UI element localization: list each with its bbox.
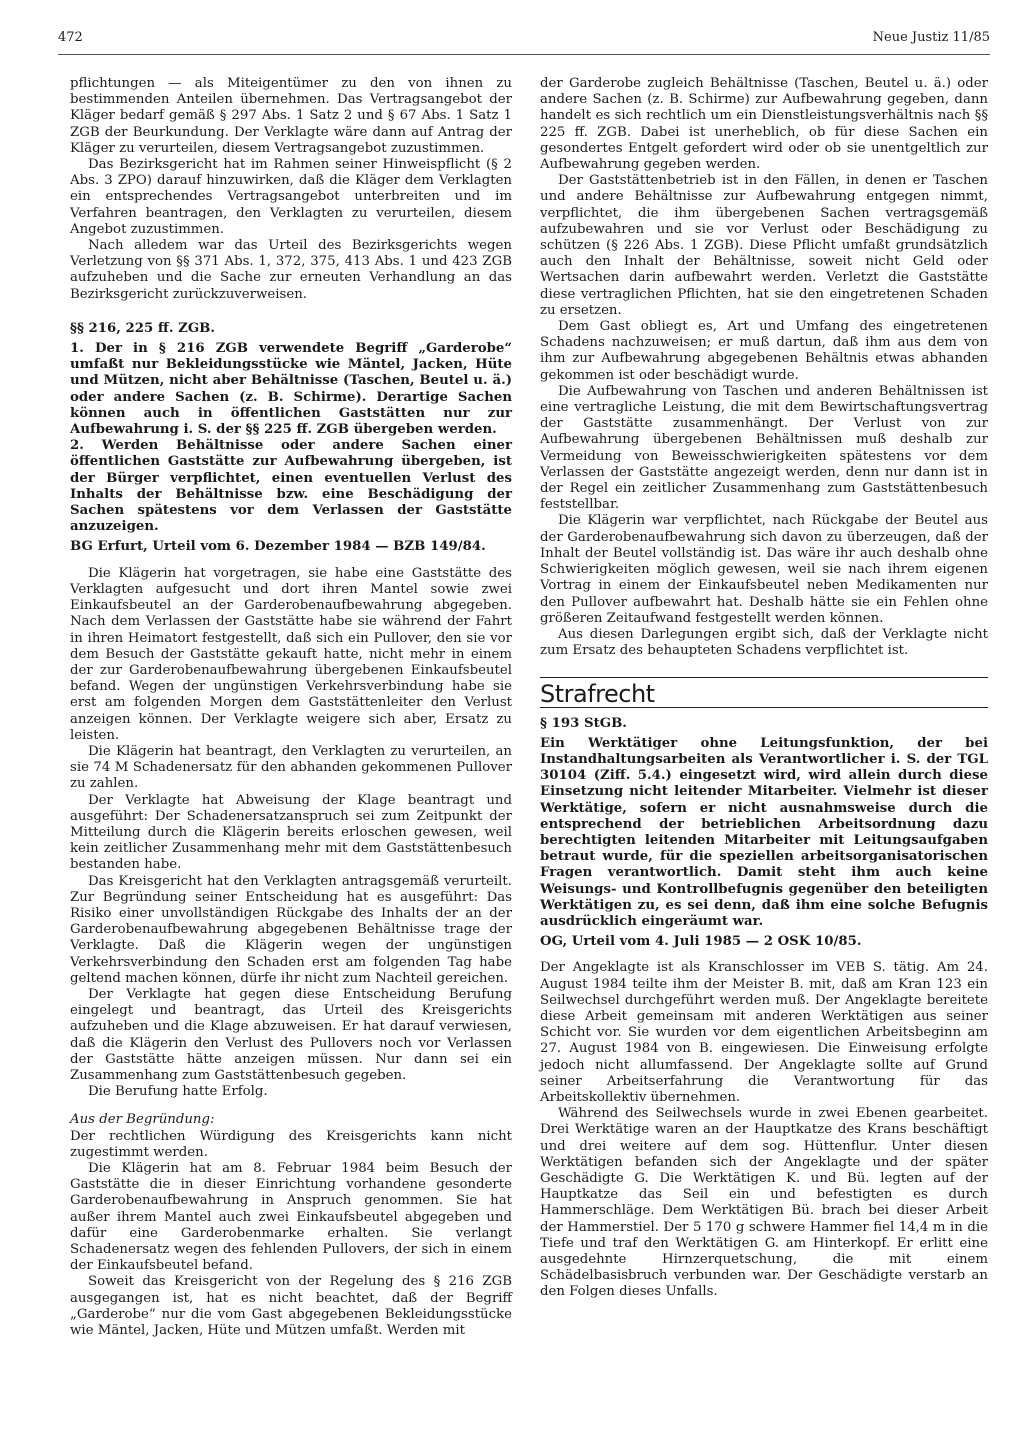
paragraph: Dem Gast obliegt es, Art und Umfang des eingetretenen Schadens nachzuweisen; er muß dartun, daß ihm aus dem von ihm zur Aufbewahrung abgegebenen Behältnis etwas abhanden gekommen ist oder beschädigt wurde. bbox=[540, 319, 988, 383]
paragraph: Die Klägerin war verpflichtet, nach Rückgabe der Beutel aus der Garderobenaufbewahrung sich davon zu überzeugen, daß der Inhalt der Beutel vollständig ist. Das wäre ihr auch deshalb ohne Schwierigkeiten möglich gewesen, weil sie nach ihrem eigenen Vortrag in einem der Einkaufsbeutel neben Medikamenten nur den Pullover aufbewahrt hat. Deshalb hätte sie ein Fehlen ohne größeren Zeitaufwand festgestellt werden können. bbox=[540, 513, 988, 626]
page-number: 472 bbox=[58, 30, 83, 45]
paragraph: pflichtungen — als Miteigentümer zu den von ihnen zu bestimmenden Anteilen übernehmen. Das Vertragsangebot der Kläger bedarf gemäß § 297 Abs. 1 Satz 2 und § 67 Abs. 1 Satz 1 ZGB der Beurkundung. Der Verklagte wäre dann auf Antrag der Kläger zu verurteilen, diesem Vertragsangebot zuzustimmen. bbox=[70, 76, 512, 156]
law-reference: § 193 StGB. bbox=[540, 715, 627, 731]
paragraph: Soweit das Kreisgericht von der Regelung des § 216 ZGB ausgegangen ist, hat es nicht beachtet, daß der Begriff „Garderobe“ nur die vom Gast abgegebenen Bekleidungsstücke wie Mäntel, Jacken, Hüte und Mützen umfaßt. Werden mit bbox=[70, 1274, 512, 1339]
journal-issue: Neue Justiz 11/85 bbox=[872, 30, 990, 45]
paragraph: Aus diesen Darlegungen ergibt sich, daß der Verklagte nicht zum Ersatz des behaupteten Schadens verpflichtet ist. bbox=[540, 626, 988, 659]
headnote: Ein Werktätiger ohne Leitungsfunktion, der bei Instandhaltungsarbeiten als Verantwortlicher i. S. der TGL 30104 (Ziff. 5.4.) eingesetzt wird, wird allein durch diese Einsetzung nicht leitender Mitarbeiter. Vielmehr ist dieser Werktätige, sofern er nicht ausnahmsweise durch die entsprechend der betrieblichen Arbeitsordnung dazu berechtigten leitenden Mitarbeiter mit Leitungsaufgaben betraut wurde, für die speziellen arbeitsorganisatorischen Fragen verantwortlich. Damit steht ihm auch keine Weisungs- und Kontrollbefugnis gegenüber den beteiligten Werktätigen zu, es sei denn, daß ihm eine solche Befugnis ausdrücklich eingeräumt war. bbox=[540, 735, 988, 929]
right-column bbox=[540, 76, 988, 1301]
paragraph: Die Berufung hatte Erfolg. bbox=[88, 1084, 268, 1100]
left-column bbox=[70, 76, 512, 1339]
paragraph: Der Angeklagte ist als Kranschlosser im VEB S. tätig. Am 24. August 1984 teilte ihm der Meister B. mit, daß am Kran 123 ein Seilwechsel durchgeführt werden muß. Der Angeklagte bereitete diese Arbeit gemeinsam mit anderen Werktätigen aus seiner Schicht vor. Sie wurden vor dem eigentlichen Arbeitsbeginn am 27. August 1984 von B. eingewiesen. Die Einweisung erfolgte jedoch nicht allumfassend. Der Angeklagte sollte auf Grund seiner Arbeitserfahrung die Verantwortung für das Arbeitskollektiv übernehmen. bbox=[540, 960, 988, 1105]
paragraph: Das Kreisgericht hat den Verklagten antragsgemäß verurteilt. Zur Begründung seiner Entscheidung hat es ausgeführt: Das Risiko einer unvollständigen Rückgabe des Inhalts der an der Garderobenaufbewahrung abgegebenen Behältnisse trage der Verklagte. Daß die Klägerin wegen der ungünstigen Verkehrsverbindung den Schaden erst am folgenden Tag habe geltend machen können, dürfe ihr nicht zum Nachteil gereichen. bbox=[70, 873, 512, 986]
headnote: 2. Werden Behältnisse oder andere Sachen einer öffentlichen Gaststätte zur Aufbewahrung übergeben, ist der Bürger verpflichtet, einen eventuellen Verlust des Inhalts der Behältnisse bzw. eine Beschädigung der Sachen spätestens vor dem Verlassen der Gaststätte anzuzeigen. bbox=[70, 438, 512, 535]
paragraph: Das Bezirksgericht hat im Rahmen seiner Hinweispflicht (§ 2 Abs. 3 ZPO) darauf hinzuwirken, daß die Kläger dem Verklagten ein entsprechendes Vertragsangebot unterbreiten und im Verfahren beantragen, den Verklagten zu verurteilen, diesem Angebot zuzustimmen. bbox=[70, 157, 512, 237]
paragraph: Der Verklagte hat Abweisung der Klage beantragt und ausgeführt: Der Schadenersatzanspruch sei zum Zeitpunkt der Mitteilung durch die Klägerin bereits erloschen gewesen, weil kein zeitlicher Zusammenhang mehr mit dem Gaststättenbesuch bestanden habe. bbox=[70, 792, 512, 873]
section-title: Strafrecht bbox=[540, 686, 988, 707]
paragraph: Die Klägerin hat vorgetragen, sie habe eine Gaststätte des Verklagten aufgesucht und dort ihren Mantel sowie zwei Einkaufsbeutel an der Garderobenaufbewahrung abgegeben. Nach dem Verlassen der Gaststätte habe sie während der Fahrt in ihren Heimatort festgestellt, daß sich ein Pullover, den sie vor dem Besuch der Gaststätte gekauft hatte, nicht mehr in einem der zur Garderobenaufbewahrung übergebenen Einkaufsbeutel befand. Wegen der ungünstigen Verkehrsverbindung habe sie erst am folgenden Morgen dem Gaststättenleiter den Verlust anzeigen können. Der Verklagte weigere sich aber, Ersatz zu leisten. bbox=[70, 565, 512, 743]
paragraph: Die Aufbewahrung von Taschen und anderen Behältnissen ist eine vertragliche Leistung, die mit dem Bewirtschaftungsvertrag der Gaststätte zusammenhängt. Der Verlust von zur Aufbewahrung übergebenen Behältnissen muß deshalb zur Vermeidung von Beweisschwierigkeiten spätestens vor dem Verlassen der Gaststätte angezeigt werden, denn nur dann ist in der Regel ein zeitlicher Zusammenhang zum Gaststättenbesuch feststellbar. bbox=[540, 383, 988, 513]
paragraph: Die Klägerin hat beantragt, den Verklagten zu verurteilen, an sie 74 M Schadenersatz für den abhanden gekommenen Pullover zu zahlen. bbox=[70, 743, 512, 792]
law-reference: §§ 216, 225 ff. ZGB. bbox=[70, 320, 216, 336]
reasons-heading: Aus der Begründung: bbox=[70, 1112, 215, 1128]
paragraph: der Garderobe zugleich Behältnisse (Taschen, Beutel u. ä.) oder andere Sachen (z. B. Schirme) zur Aufbewahrung gegeben, dann handelt es sich rechtlich um ein Dienstleistungsverhältnis nach §§ 225 ff. ZGB. Dabei ist unerheblich, ob für diese Sachen ein gesondertes Entgelt gefordert wird oder ob sie unentgeltlich zur Aufbewahrung gegeben werden. bbox=[540, 76, 988, 173]
section-strafrecht bbox=[540, 677, 988, 1300]
paragraph: Während des Seilwechsels wurde in zwei Ebenen gearbeitet. Drei Werktätige waren an der Hauptkatze des Krans beschäftigt und drei weitere auf dem sog. Hüttenflur. Unter diesen Werktätigen befanden sich der Angeklagte und der später Geschädigte G. Die Werktätigen K. und Bü. legten auf der Hauptkatze das Seil ein und befestigten es durch Hammerschläge. Dem Werktätigen Bü. brach bei dieser Arbeit der Hammerstiel. Der 5 170 g schwere Hammer fiel 14,4 m in die Tiefe und traf den Werktätigen G. am Hinterkopf. Er erlitt eine ausgedehnte Hirnzerquetschung, die mit einem Schädelbasisbruch verbunden war. Der Geschädigte verstarb an den Folgen dieses Unfalls. bbox=[540, 1106, 988, 1300]
paragraph: Nach alledem war das Urteil des Bezirksgerichts wegen Verletzung von §§ 371 Abs. 1, 372, 375, 413 Abs. 1 und 423 ZGB aufzuheben und die Sache zur erneuten Verhandlung an das Bezirksgericht zurückzuverweisen. bbox=[70, 238, 512, 302]
paragraph: Der Gaststättenbetrieb ist in den Fällen, in denen er Taschen und andere Behältnisse zur Aufbewahrung entgegen nimmt, verpflichtet, die ihm übergebenen Sachen vertragsgemäß aufzubewahren und sie vor Verlust oder Beschädigung zu schützen (§ 226 Abs. 1 ZGB). Diese Pflicht umfaßt grundsätzlich auch den Inhalt der Behältnisse, soweit nicht Geld oder Wertsachen darin aufbewahrt werden. Verletzt die Gaststätte diese vertraglichen Pflichten, hat sie den eingetretenen Schaden zu ersetzen. bbox=[540, 173, 988, 318]
paragraph: Der rechtlichen Würdigung des Kreisgerichts kann nicht zugestimmt werden. bbox=[70, 1128, 512, 1160]
paragraph: Die Klägerin hat am 8. Februar 1984 beim Besuch der Gaststätte die in dieser Einrichtung vorhandene gesonderte Garderobenaufbewahrung in Anspruch genommen. Sie hat außer ihrem Mantel auch zwei Einkaufsbeutel abgegeben und dafür eine Garderobenmarke erhalten. Sie verlangt Schadenersatz wegen des fehlenden Pullovers, der sich in einem der Einkaufsbeutel befand. bbox=[70, 1161, 512, 1274]
court-citation: OG, Urteil vom 4. Juli 1985 — 2 OSK 10/85. bbox=[540, 934, 862, 950]
paragraph: Der Verklagte hat gegen diese Entscheidung Berufung eingelegt und beantragt, das Urteil des Kreisgerichts aufzuheben und die Klage abzuweisen. Er hat darauf verwiesen, daß die Klägerin den Verlust des Pullovers noch vor Verlassen der Gaststätte hätte anzeigen müssen. Nur dann sei ein Zusammenhang zum Gaststättenbesuch gegeben. bbox=[70, 986, 512, 1083]
page-header bbox=[58, 30, 990, 55]
court-citation: BG Erfurt, Urteil vom 6. Dezember 1984 — BZB 149/84. bbox=[70, 539, 486, 555]
headnote: 1. Der in § 216 ZGB verwendete Begriff „Garderobe“ umfaßt nur Bekleidungsstücke wie Mäntel, Jacken, Hüte und Mützen, nicht aber Behältnisse (Taschen, Beutel u. ä.) oder andere Sachen (z. B. Schirme). Derartige Sachen können auch in öffentlichen Gaststätten nur zur Aufbewahrung i. S. der §§ 225 ff. ZGB übergeben werden. bbox=[70, 341, 512, 438]
